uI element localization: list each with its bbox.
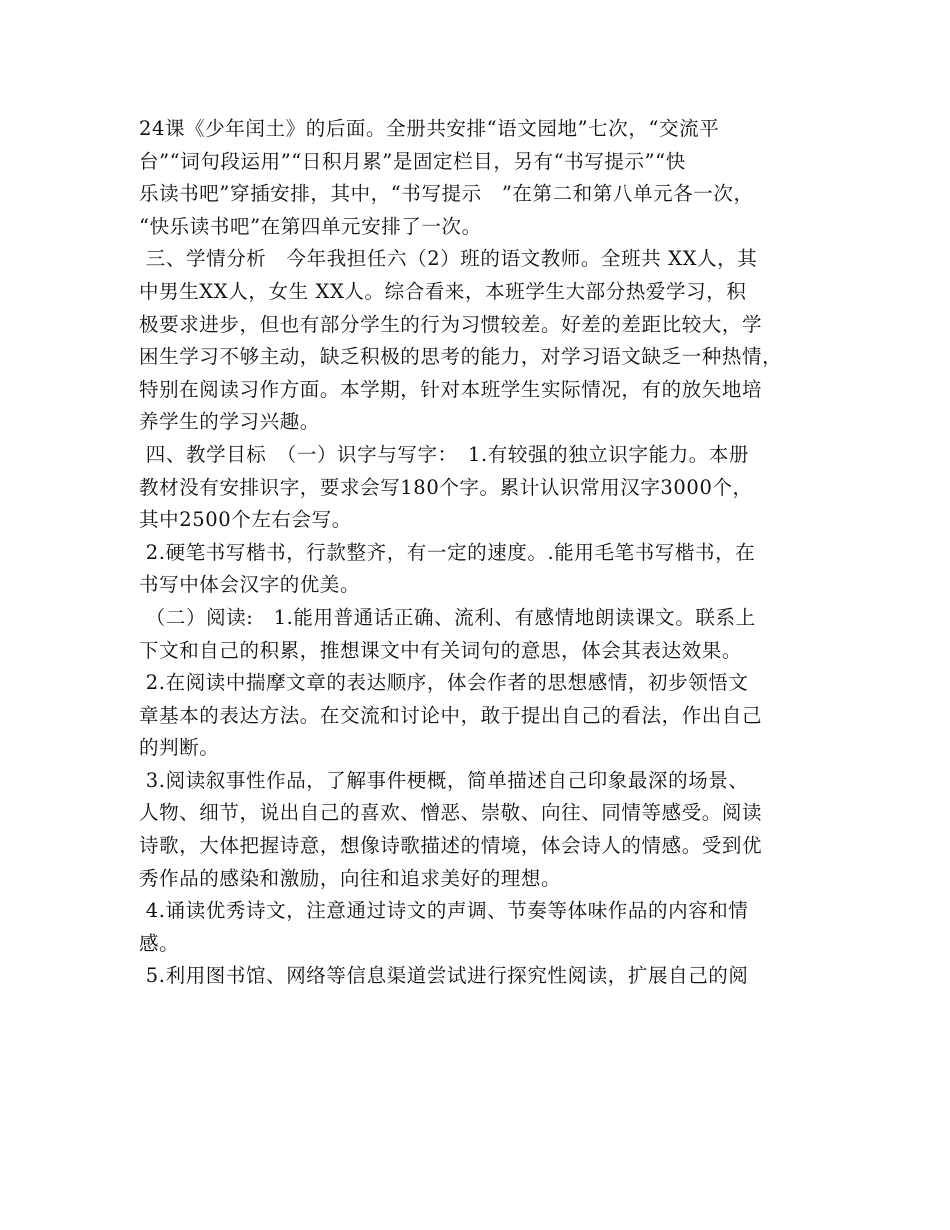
section-heading-line: 四、教学目标 （一）识字与写字： 1.有较强的独立识字能力。本册 <box>139 442 750 466</box>
text-line: 其中2500个左右会写。 <box>139 508 352 532</box>
section-heading-line: 三、学情分析 今年我担任六（2）班的语文教师。全班共 XX人，其 <box>139 247 758 271</box>
list-item-line: 2.在阅读中揣摩文章的表达顺序，体会作者的思想感情，初步领悟文 <box>139 671 749 695</box>
text-line: 台”“词句段运用”“日积月累”是固定栏目，另有“书写提示”“快 <box>139 149 686 173</box>
text-line: 下文和自己的积累，推想课文中有关词句的意思，体会其表达效果。 <box>139 638 743 662</box>
text-line: 书写中体会汉字的优美。 <box>139 573 361 597</box>
text-line: 感。 <box>139 931 180 955</box>
text-line: 养学生的学习兴趣。 <box>139 410 320 434</box>
text-line: 乐读书吧”穿插安排，其中，“书写提示 ”在第二和第八单元各一次， <box>139 182 754 206</box>
text-line: 教材没有安排识字，要求会写180个字。累计认识常用汉字3000个， <box>139 475 753 499</box>
text-line: “快乐读书吧”在第四单元安排了一次。 <box>139 214 482 238</box>
document-page <box>139 113 819 993</box>
text-line: 诗歌，大体把握诗意，想像诗歌描述的情境，体会诗人的情感。受到优 <box>139 834 763 858</box>
text-line: 人物、细节，说出自己的喜欢、憎恶、崇敬、向往、同情等感受。阅读 <box>139 801 763 825</box>
list-item-line: 4.诵读优秀诗文，注意通过诗文的声调、节奏等体味作品的内容和情 <box>139 899 749 923</box>
text-line: 特别在阅读习作方面。本学期，针对本班学生实际情况，有的放矢地培 <box>139 377 763 401</box>
subsection-heading-line: （二）阅读: 1.能用普通话正确、流利、有感情地朗读课文。联系上 <box>139 605 756 629</box>
text-line: 困生学习不够主动，缺乏积极的思考的能力，对学习语文缺乏一种热情， <box>139 345 783 369</box>
text-line: 的判断。 <box>139 736 220 760</box>
text-line: 极要求进步，但也有部分学生的行为习惯较差。好差的差距比较大，学 <box>139 312 763 336</box>
list-item-line: 3.阅读叙事性作品，了解事件梗概，简单描述自己印象最深的场景、 <box>139 768 749 792</box>
list-item-line: 5.利用图书馆、网络等信息渠道尝试进行探究性阅读，扩展自己的阅 <box>139 964 749 988</box>
text-line: 秀作品的感染和激励，向往和追求美好的理想。 <box>139 866 562 890</box>
text-line: 中男生XX人，女生 XX人。综合看来，本班学生大部分热爱学习，积 <box>139 279 747 303</box>
list-item-line: 2.硬笔书写楷书，行款整齐，有一定的速度。.能用毛笔书写楷书，在 <box>139 540 756 564</box>
text-line: 章基本的表达方法。在交流和讨论中，敢于提出自己的看法，作出自己 <box>139 703 763 727</box>
text-line: 24课《少年闰土》的后面。全册共安排“语文园地”七次，“交流平 <box>139 117 720 140</box>
